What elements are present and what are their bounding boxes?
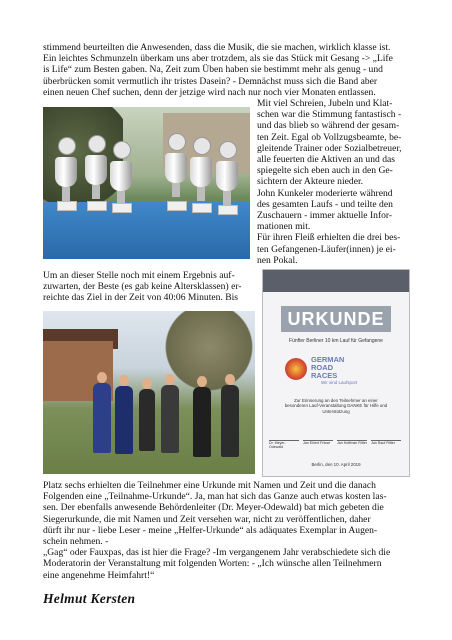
text-line: Um an dieser Stelle noch mit einem Ergebnis auf- — [43, 270, 235, 281]
trophy — [110, 161, 132, 191]
text-line: John Kunkeler moderierte während — [257, 187, 393, 199]
text-line: überbrücken somit vermutlich ihr tristes Dasein? - Demnächst muss sich die Band aber — [43, 75, 378, 87]
trophy — [218, 205, 238, 215]
text-line: stimmend beurteilten die Anwesenden, dass die Musik, die sie machen, wirklich klasse ist. — [43, 42, 391, 53]
logo-line: ROAD — [311, 363, 334, 372]
trophy — [62, 187, 70, 201]
text-line: sen. Der ebenfalls anwesende Behördenleiter (Dr. Meyer-Odewald) bat mich gebeten die — [43, 502, 384, 514]
trophy — [85, 155, 107, 185]
certificate-header-strip — [263, 270, 409, 292]
trophy — [55, 157, 77, 187]
paragraph-atmosphere — [257, 98, 409, 266]
runner-head — [225, 374, 235, 385]
text-line: mationen mit. — [257, 221, 311, 233]
trophy — [112, 203, 132, 213]
certificate-title: URKUNDE — [281, 306, 391, 332]
paragraph-intro — [43, 42, 409, 98]
text-line: reichte das Ziel in der Zeit von 40:06 Minuten. Bis — [43, 292, 239, 304]
text-line: Zuschauern - immer aktuelle Infor- — [257, 210, 393, 222]
text-line: ten Zeit. Egal ob Vollzugsbeamte, be- — [257, 131, 402, 143]
paragraph-result — [43, 270, 255, 304]
trophy — [190, 157, 212, 187]
group-photo — [43, 311, 255, 474]
text-line: Ein leichtes Schmunzeln überkam uns aber trotzdem, als sie das Stück mit Gesang -> „Life — [43, 53, 393, 65]
trophy — [57, 201, 77, 211]
text-line: eine angenehme Heimfahrt!“ — [43, 569, 155, 581]
text-line: Siegerurkunde, die mit Namen und Zeit versehen war, nicht zu veröffentlichen, daher — [43, 513, 371, 525]
trophy — [223, 191, 231, 205]
text-line: alle feuerten die Aktiven an und das — [257, 154, 395, 166]
signature-line: Jan Ehlert Friese — [303, 440, 333, 445]
trophy — [172, 183, 180, 197]
text-line: schein nehmen. - — [43, 536, 109, 548]
runner-head — [197, 376, 207, 387]
trophies-photo — [43, 107, 250, 259]
runner-head — [97, 372, 107, 383]
text-line: Für ihren Fleiß erhielten die drei bes- — [257, 232, 401, 244]
logo-tagline: Wir sind Laufsport — [321, 380, 358, 385]
signature-line: Dr. Meyer-Odewald — [269, 440, 299, 450]
trophy — [197, 187, 205, 201]
trophy — [167, 201, 187, 211]
text-line: Mit viel Schreien, Jubeln und Klat- — [257, 98, 393, 109]
runner-head — [119, 375, 129, 386]
logo-line: RACES — [311, 371, 338, 380]
text-line: ten Gefangenen-Läufer(innen) je ei- — [257, 243, 396, 255]
text-line: einen neuen Chef suchen, denn der jetzige wird nach nur noch vier Monaten entlassen. — [43, 86, 376, 98]
text-line: Folgenden eine „Teilnahme-Urkunde“. Ja, man hat sich das Ganze auch etwas kosten las- — [43, 491, 387, 503]
runner — [115, 386, 133, 454]
text-line: Platz sechs erhielten die Teilnehmer eine Urkunde mit Namen und Zeit und die danach — [43, 480, 376, 491]
text-line: spiegelte sich eben auch in den Ge- — [257, 165, 393, 177]
text-line: des gesamten Laufs - und teilte den — [257, 198, 393, 210]
text-line: schen war die Stimmung fantastisch - — [257, 109, 402, 121]
text-line: is Life“ zum Besten gaben. Na, Zeit zum Üben haben sie bestimmt mehr als genug - und — [43, 64, 383, 76]
trophy — [92, 185, 100, 199]
text-line: „Gag“ oder Fauxpas, das ist hier die Frage? -Im vergangenem Jahr verabschiedete sich die — [43, 547, 391, 559]
text-line: und das blieb so während der gesam- — [257, 120, 400, 132]
certificate-body: Zur Erinnerung an den Teilnehmer an einer besonderen Lauf-Veranstaltung DANKE für Hilfe und Unterstützung — [284, 398, 388, 414]
text-line: sichtern der Akteure nieder. — [257, 176, 364, 188]
runner — [193, 387, 211, 457]
author-signature: Helmut Kersten — [43, 591, 136, 606]
signature-line: Jan Hoffman Ritter — [337, 441, 367, 445]
text-line: nen Pokal. — [257, 254, 298, 266]
paragraph-certificates — [43, 480, 409, 581]
runner-head — [165, 374, 175, 385]
runner — [139, 389, 155, 451]
trophy — [165, 153, 187, 183]
text-line: zuwarten, der Beste (es gab keine Altersklassen) er- — [43, 281, 242, 293]
certificate-image — [262, 269, 410, 477]
runner-head — [142, 378, 152, 389]
text-line: gleitende Trainer oder Sozialbetreuer, — [257, 142, 402, 154]
runner — [161, 385, 179, 453]
logo-text — [311, 356, 344, 380]
trophy — [87, 201, 107, 211]
trophy — [193, 137, 211, 155]
trophy — [192, 203, 212, 213]
logo-emblem-icon — [285, 358, 307, 380]
text-line: dürft ihr nur - liebe Leser - meine „Helfer-Urkunde“ als adäquates Exemplar in Augen- — [43, 524, 378, 536]
german-road-races-logo — [285, 356, 387, 386]
trophy — [219, 141, 237, 159]
certificate-signatures — [269, 440, 403, 456]
runner — [221, 385, 239, 457]
trophy — [168, 133, 186, 151]
certificate-date: Berlin, den 10. April 2019 — [311, 462, 361, 467]
trophy — [113, 141, 131, 159]
trophy — [58, 137, 76, 155]
runner — [93, 383, 111, 453]
signature-line: Jan Rauf Ritter — [371, 440, 401, 445]
trophy — [216, 161, 238, 191]
text-line: Moderatorin der Veranstaltung mit folgenden Worten: - „Ich wünsche allen Teilnehmern — [43, 558, 382, 570]
certificate-subtitle: Fünfter Berliner 10 km Lauf für Gefangene — [289, 338, 383, 344]
trophy — [88, 135, 106, 153]
logo-line: GERMAN — [311, 355, 345, 364]
